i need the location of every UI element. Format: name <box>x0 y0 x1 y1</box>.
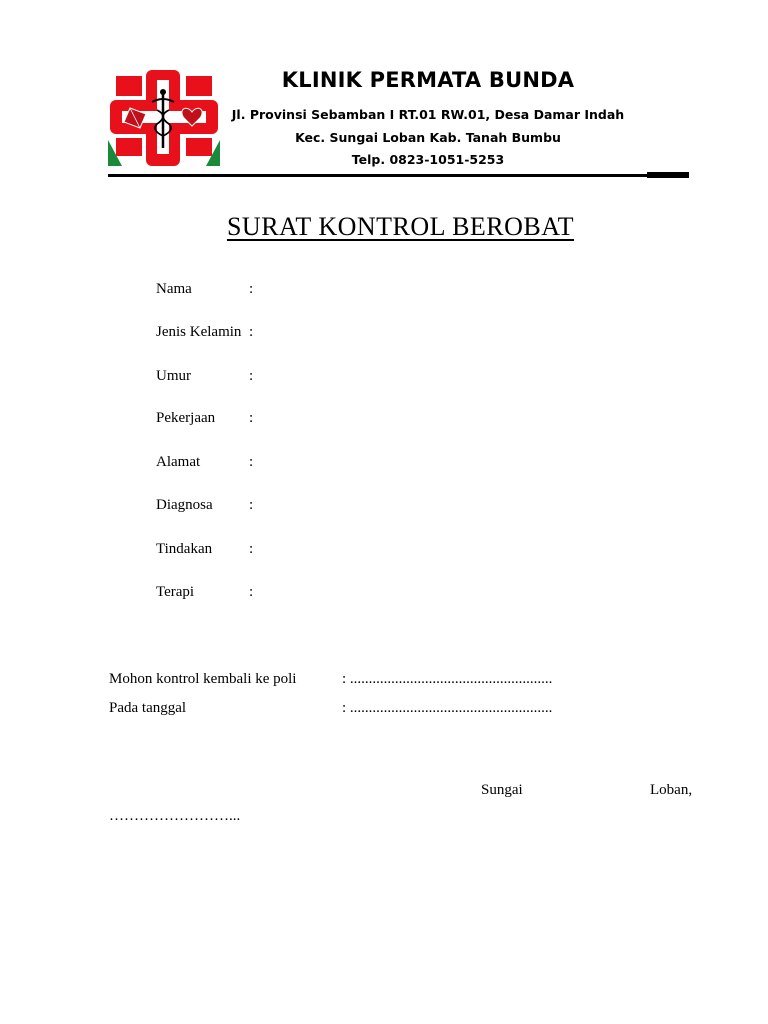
field-colon: : <box>249 454 254 470</box>
field-colon: : <box>249 584 254 600</box>
place-word-sungai: Sungai <box>481 782 523 798</box>
clinic-logo <box>108 68 220 168</box>
control-poli-value: : ...................................................... <box>342 671 553 687</box>
field-label-jenis-kelamin: Jenis Kelamin <box>156 324 242 340</box>
field-colon: : <box>249 541 254 557</box>
field-label-diagnosa: Diagnosa <box>156 497 213 513</box>
document-title: SURAT KONTROL BEROBAT <box>226 212 575 241</box>
field-colon: : <box>249 281 254 297</box>
place-date-dots: ……………………... <box>109 808 241 824</box>
date-value: : ...................................................... <box>342 700 553 716</box>
field-colon: : <box>249 324 254 340</box>
clinic-name: KLINIK PERMATA BUNDA <box>281 68 575 92</box>
field-colon: : <box>249 410 254 426</box>
date-label: Pada tanggal <box>109 700 187 716</box>
control-poli-label: Mohon kontrol kembali ke poli <box>109 671 297 687</box>
field-label-alamat: Alamat <box>156 454 201 470</box>
field-colon: : <box>249 497 254 513</box>
field-label-terapi: Terapi <box>156 584 195 600</box>
field-colon: : <box>249 368 254 384</box>
header-divider <box>108 174 689 177</box>
medical-cross-logo-icon <box>108 68 220 168</box>
field-label-umur: Umur <box>156 368 191 384</box>
clinic-address-line2: Kec. Sungai Loban Kab. Tanah Bumbu <box>295 130 561 145</box>
place-word-loban: Loban, <box>650 782 693 798</box>
header-divider-accent <box>647 172 689 178</box>
clinic-address-line1: Jl. Provinsi Sebamban I RT.01 RW.01, Desa Damar Indah <box>231 107 625 122</box>
field-label-pekerjaan: Pekerjaan <box>156 410 216 426</box>
clinic-phone: Telp. 0823-1051-5253 <box>351 152 505 167</box>
field-label-tindakan: Tindakan <box>156 541 213 557</box>
field-label-nama: Nama <box>156 281 192 297</box>
